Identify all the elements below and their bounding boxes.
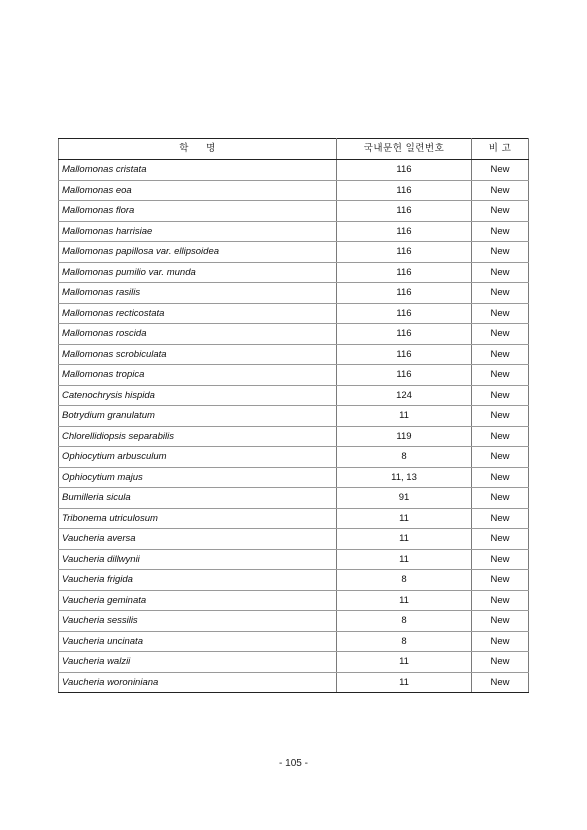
reference-number-cell: 116 — [337, 221, 472, 242]
reference-number-cell: 11 — [337, 652, 472, 673]
species-name-cell: Vaucheria geminata — [59, 590, 337, 611]
remarks-cell: New — [472, 262, 529, 283]
reference-number-cell: 11 — [337, 549, 472, 570]
reference-number-cell: 116 — [337, 283, 472, 304]
remarks-cell: New — [472, 242, 529, 263]
reference-number-cell: 8 — [337, 570, 472, 591]
table-row — [59, 344, 529, 365]
remarks-cell: New — [472, 570, 529, 591]
species-name-cell: Mallomonas scrobiculata — [59, 344, 337, 365]
remarks-cell: New — [472, 611, 529, 632]
species-name-cell: Mallomonas recticostata — [59, 303, 337, 324]
table-row — [59, 549, 529, 570]
reference-number-cell: 116 — [337, 303, 472, 324]
table-row — [59, 508, 529, 529]
species-name-cell: Vaucheria frigida — [59, 570, 337, 591]
species-name-cell: Ophiocytium majus — [59, 467, 337, 488]
species-name-cell: Chlorellidiopsis separabilis — [59, 426, 337, 447]
species-name-cell: Mallomonas tropica — [59, 365, 337, 386]
table-row — [59, 488, 529, 509]
reference-number-cell: 11 — [337, 508, 472, 529]
table-row — [59, 652, 529, 673]
species-name-cell: Tribonema utriculosum — [59, 508, 337, 529]
table-row — [59, 160, 529, 181]
species-table — [58, 138, 529, 693]
species-name-cell: Mallomonas eoa — [59, 180, 337, 201]
species-name-cell: Vaucheria uncinata — [59, 631, 337, 652]
table-row — [59, 283, 529, 304]
reference-number-cell: 116 — [337, 201, 472, 222]
reference-number-cell: 116 — [337, 365, 472, 386]
species-name-cell: Vaucheria dillwynii — [59, 549, 337, 570]
remarks-cell: New — [472, 631, 529, 652]
reference-number-cell: 116 — [337, 344, 472, 365]
reference-number-cell: 116 — [337, 160, 472, 181]
species-name-cell: Mallomonas rasilis — [59, 283, 337, 304]
table-row — [59, 570, 529, 591]
table-row — [59, 529, 529, 550]
table-row — [59, 385, 529, 406]
reference-number-cell: 116 — [337, 262, 472, 283]
remarks-cell: New — [472, 508, 529, 529]
species-name-cell: Vaucheria walzii — [59, 652, 337, 673]
table-header — [59, 139, 529, 160]
remarks-cell: New — [472, 488, 529, 509]
reference-number-cell: 11 — [337, 406, 472, 427]
remarks-cell: New — [472, 529, 529, 550]
table-row — [59, 221, 529, 242]
species-name-cell: Mallomonas flora — [59, 201, 337, 222]
column-header-scientific-name: 학 명 — [59, 139, 337, 160]
table-row — [59, 467, 529, 488]
reference-number-cell: 8 — [337, 447, 472, 468]
table-row — [59, 406, 529, 427]
table-row — [59, 303, 529, 324]
remarks-cell: New — [472, 365, 529, 386]
remarks-cell: New — [472, 406, 529, 427]
remarks-cell: New — [472, 180, 529, 201]
remarks-cell: New — [472, 467, 529, 488]
species-name-cell: Mallomonas pumilio var. munda — [59, 262, 337, 283]
table-row — [59, 426, 529, 447]
reference-number-cell: 11 — [337, 590, 472, 611]
remarks-cell: New — [472, 672, 529, 693]
remarks-cell: New — [472, 201, 529, 222]
remarks-cell: New — [472, 590, 529, 611]
table-row — [59, 611, 529, 632]
reference-number-cell: 116 — [337, 324, 472, 345]
reference-number-cell: 116 — [337, 180, 472, 201]
reference-number-cell: 8 — [337, 611, 472, 632]
table-row — [59, 242, 529, 263]
species-name-cell: Vaucheria woroniniana — [59, 672, 337, 693]
species-name-cell: Botrydium granulatum — [59, 406, 337, 427]
table-row — [59, 180, 529, 201]
table-row — [59, 324, 529, 345]
species-name-cell: Vaucheria sessilis — [59, 611, 337, 632]
species-name-cell: Bumilleria sicula — [59, 488, 337, 509]
reference-number-cell: 124 — [337, 385, 472, 406]
species-name-cell: Catenochrysis hispida — [59, 385, 337, 406]
column-header-remarks: 비 고 — [472, 139, 529, 160]
table-row — [59, 365, 529, 386]
table-row — [59, 262, 529, 283]
reference-number-cell: 11 — [337, 672, 472, 693]
table-row — [59, 447, 529, 468]
remarks-cell: New — [472, 549, 529, 570]
reference-number-cell: 8 — [337, 631, 472, 652]
remarks-cell: New — [472, 324, 529, 345]
species-name-cell: Mallomonas cristata — [59, 160, 337, 181]
remarks-cell: New — [472, 385, 529, 406]
page-number: - 105 - — [279, 758, 308, 769]
remarks-cell: New — [472, 303, 529, 324]
table-row — [59, 672, 529, 693]
reference-number-cell: 119 — [337, 426, 472, 447]
table-row — [59, 631, 529, 652]
species-name-cell: Vaucheria aversa — [59, 529, 337, 550]
reference-number-cell: 116 — [337, 242, 472, 263]
remarks-cell: New — [472, 426, 529, 447]
reference-number-cell: 11, 13 — [337, 467, 472, 488]
table-row — [59, 590, 529, 611]
remarks-cell: New — [472, 447, 529, 468]
species-name-cell: Mallomonas harrisiae — [59, 221, 337, 242]
reference-number-cell: 11 — [337, 529, 472, 550]
remarks-cell: New — [472, 283, 529, 304]
column-header-reference-number: 국내문헌 일련번호 — [337, 139, 472, 160]
table-row — [59, 201, 529, 222]
remarks-cell: New — [472, 344, 529, 365]
remarks-cell: New — [472, 160, 529, 181]
reference-number-cell: 91 — [337, 488, 472, 509]
remarks-cell: New — [472, 221, 529, 242]
species-name-cell: Mallomonas roscida — [59, 324, 337, 345]
header-row — [59, 139, 529, 160]
remarks-cell: New — [472, 652, 529, 673]
species-name-cell: Mallomonas papillosa var. ellipsoidea — [59, 242, 337, 263]
table-body — [59, 160, 529, 693]
species-name-cell: Ophiocytium arbusculum — [59, 447, 337, 468]
